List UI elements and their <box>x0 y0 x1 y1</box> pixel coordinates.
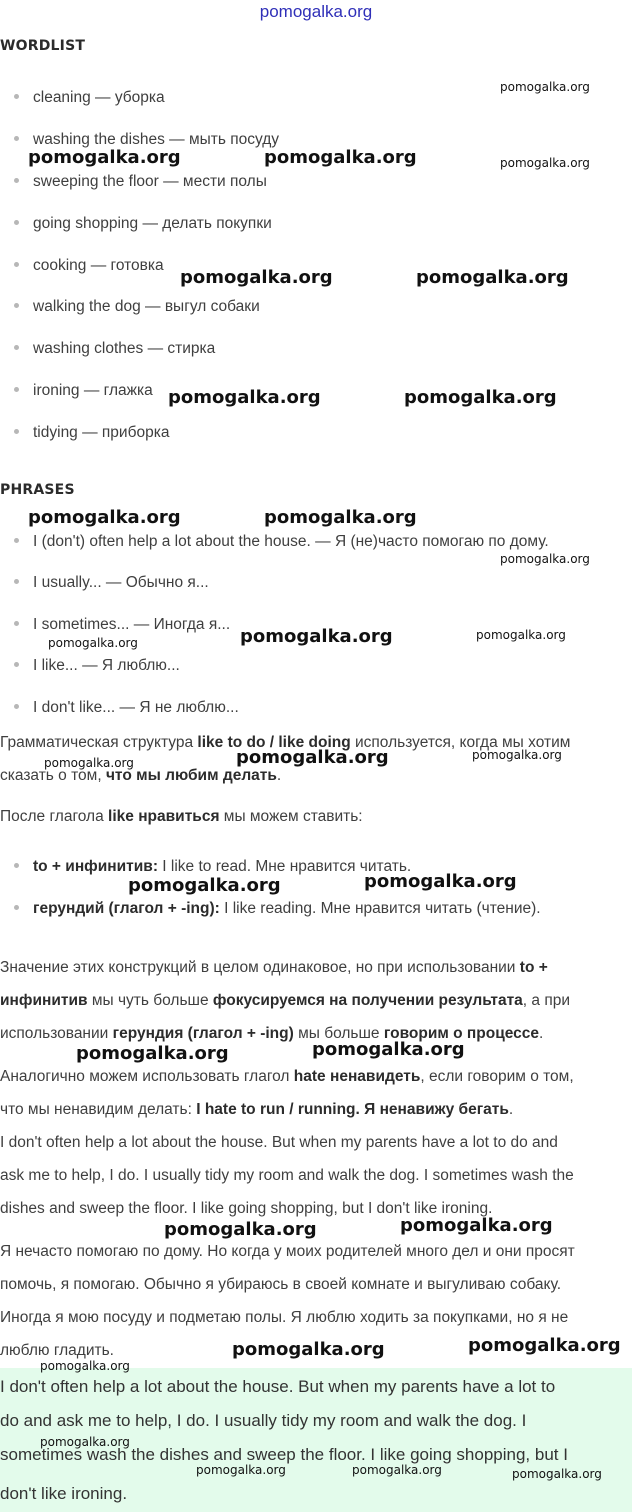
meaning-line: использовании герундия (глагол + -ing) мы больше говорим о процессе. <box>0 1025 544 1042</box>
answer-line: sometimes wash the dishes and sweep the floor. I like going shopping, but I <box>0 1445 568 1464</box>
watermark: pomogalka.org <box>468 1335 621 1356</box>
wordlist-item: tidying — приборка <box>14 424 169 442</box>
hate-line: что мы ненавидим делать: I hate to run / running. Я ненавижу бегать. <box>0 1101 514 1118</box>
answer-line: do and ask me to help, I do. I usually tidy my room and walk the dog. I <box>0 1411 527 1430</box>
bullet-icon <box>14 262 19 267</box>
site-link[interactable]: pomogalka.org <box>259 2 373 21</box>
bullet-icon <box>14 220 19 225</box>
bullet-icon <box>14 863 19 868</box>
watermark: pomogalka.org <box>168 387 321 408</box>
phrase-item: I (don't) often help a lot about the house. — Я (не)часто помогаю по дому. <box>14 533 549 551</box>
bullet-icon <box>14 621 19 626</box>
wordlist-item: going shopping — делать покупки <box>14 215 272 233</box>
watermark: pomogalka.org <box>352 1463 442 1477</box>
bullet-icon <box>14 387 19 392</box>
watermark: pomogalka.org <box>512 1467 602 1481</box>
bullet-icon <box>14 94 19 99</box>
watermark: pomogalka.org <box>404 387 557 408</box>
watermark: pomogalka.org <box>48 636 138 650</box>
grammar-option: герундий (глагол + -ing): I like reading. Мне нравится читать (чтение). <box>14 900 541 918</box>
bullet-icon <box>14 303 19 308</box>
wordlist-item: walking the dog — выгул собаки <box>14 298 260 316</box>
bullet-icon <box>14 178 19 183</box>
meaning-line: Значение этих конструкций в целом одинаковое, но при использовании to + <box>0 959 548 976</box>
text-en-line: ask me to help, I do. I usually tidy my room and walk the dog. I sometimes wash the <box>0 1167 574 1184</box>
watermark: pomogalka.org <box>476 628 566 642</box>
phrases-heading: PHRASES <box>0 482 75 498</box>
watermark: pomogalka.org <box>128 875 281 896</box>
bullet-icon <box>14 662 19 667</box>
phrase-item: I sometimes... — Иногда я... <box>14 616 230 634</box>
after-verb-line: После глагола like нравиться мы можем ставить: <box>0 808 363 825</box>
watermark: pomogalka.org <box>240 626 393 647</box>
watermark: pomogalka.org <box>500 80 590 94</box>
watermark: pomogalka.org <box>364 871 517 892</box>
watermark: pomogalka.org <box>40 1359 130 1373</box>
text-en-line: dishes and sweep the floor. I like going shopping, but I don't like ironing. <box>0 1200 493 1217</box>
watermark: pomogalka.org <box>40 1435 130 1449</box>
watermark: pomogalka.org <box>500 156 590 170</box>
phrase-item: I don't like... — Я не люблю... <box>14 699 239 717</box>
watermark: pomogalka.org <box>264 507 417 528</box>
bullet-icon <box>14 345 19 350</box>
watermark: pomogalka.org <box>180 267 333 288</box>
wordlist-item: cooking — готовка <box>14 257 164 275</box>
text-ru-line: люблю гладить. <box>0 1342 114 1359</box>
bullet-icon <box>14 429 19 434</box>
grammar-option: to + инфинитив: I like to read. Мне нравится читать. <box>14 858 411 876</box>
watermark: pomogalka.org <box>28 507 181 528</box>
bullet-icon <box>14 538 19 543</box>
watermark: pomogalka.org <box>400 1215 553 1236</box>
hate-line: Аналогично можем использовать глагол hate ненавидеть, если говорим о том, <box>0 1068 574 1085</box>
bullet-icon <box>14 905 19 910</box>
wordlist-item: sweeping the floor — мести полы <box>14 173 267 191</box>
watermark: pomogalka.org <box>416 267 569 288</box>
watermark: pomogalka.org <box>312 1039 465 1060</box>
watermark: pomogalka.org <box>28 147 181 168</box>
watermark: pomogalka.org <box>472 748 562 762</box>
wordlist-item: ironing — глажка <box>14 382 153 400</box>
text-ru-line: Я нечасто помогаю по дому. Но когда у моих родителей много дел и они просят <box>0 1243 575 1260</box>
wordlist-item: washing the dishes — мыть посуду <box>14 131 279 149</box>
wordlist-item: cleaning — уборка <box>14 89 165 107</box>
watermark: pomogalka.org <box>196 1463 286 1477</box>
bullet-icon <box>14 704 19 709</box>
watermark: pomogalka.org <box>232 1339 385 1360</box>
wordlist-item: washing clothes — стирка <box>14 340 215 358</box>
text-ru-line: помочь, я помогаю. Обычно я убираюсь в своей комнате и выгуливаю собаку. <box>0 1276 562 1293</box>
text-ru-line: Иногда я мою посуду и подметаю полы. Я люблю ходить за покупками, но я не <box>0 1309 569 1326</box>
watermark: pomogalka.org <box>44 756 134 770</box>
grammar-intro-line: сказать о том, что мы любим делать. <box>0 767 282 784</box>
phrase-item: I like... — Я люблю... <box>14 657 180 675</box>
text-en-line: I don't often help a lot about the house. But when my parents have a lot to do and <box>0 1134 558 1151</box>
watermark: pomogalka.org <box>164 1219 317 1240</box>
watermark: pomogalka.org <box>264 147 417 168</box>
phrase-item: I usually... — Обычно я... <box>14 574 209 592</box>
grammar-intro-line: Грамматическая структура like to do / like doing используется, когда мы хотим <box>0 734 571 751</box>
answer-line: don't like ironing. <box>0 1484 128 1503</box>
bullet-icon <box>14 579 19 584</box>
wordlist-heading: WORDLIST <box>0 38 86 54</box>
watermark: pomogalka.org <box>76 1043 229 1064</box>
meaning-line: инфинитив мы чуть больше фокусируемся на получении результата, а при <box>0 992 571 1009</box>
bullet-icon <box>14 136 19 141</box>
watermark: pomogalka.org <box>236 747 389 768</box>
watermark: pomogalka.org <box>500 552 590 566</box>
answer-line: I don't often help a lot about the house. But when my parents have a lot to <box>0 1377 556 1396</box>
